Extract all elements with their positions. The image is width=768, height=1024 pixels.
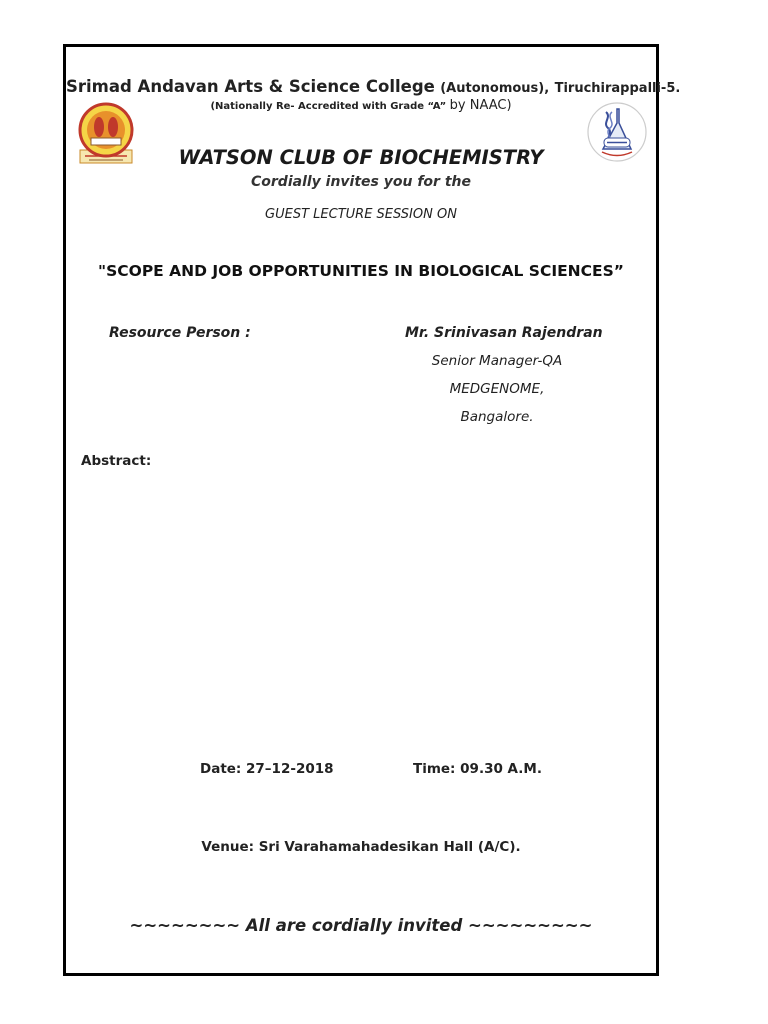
lecture-topic: "SCOPE AND JOB OPPORTUNITIES IN BIOLOGICAL SCIENCES” — [98, 262, 624, 280]
accreditation-text: (Nationally Re- Accredited with Grade “A” — [210, 101, 447, 112]
accreditation-body: by NAAC) — [449, 98, 512, 113]
closing-line: ~~~~~~~~ All are cordially invited ~~~~~~~~~ — [129, 916, 593, 935]
resource-person-label: Resource Person : — [109, 325, 251, 341]
invite-line: Cordially invites you for the — [251, 174, 471, 190]
resource-person-city: Bangalore. — [460, 409, 534, 425]
event-time: Time: 09.30 A.M. — [413, 761, 542, 777]
college-location: Tiruchirappalli-5. — [554, 81, 681, 96]
event-date: Date: 27–12-2018 — [200, 761, 334, 777]
accreditation-line — [66, 98, 656, 113]
resource-person-designation: Senior Manager-QA — [431, 353, 563, 369]
session-title: GUEST LECTURE SESSION ON — [265, 207, 457, 222]
event-venue: Venue: Sri Varahamahadesikan Hall (A/C). — [201, 839, 521, 855]
college-heading — [66, 77, 681, 96]
club-title: WATSON CLUB OF BIOCHEMISTRY — [178, 146, 544, 169]
autonomous-tag: (Autonomous), — [440, 81, 550, 96]
resource-person-name: Mr. Srinivasan Rajendran — [405, 325, 603, 341]
invitation-card — [63, 44, 681, 976]
abstract-label: Abstract: — [81, 453, 152, 469]
college-name: Srimad Andavan Arts & Science College — [66, 77, 435, 96]
resource-person-company: MEDGENOME, — [449, 381, 545, 397]
